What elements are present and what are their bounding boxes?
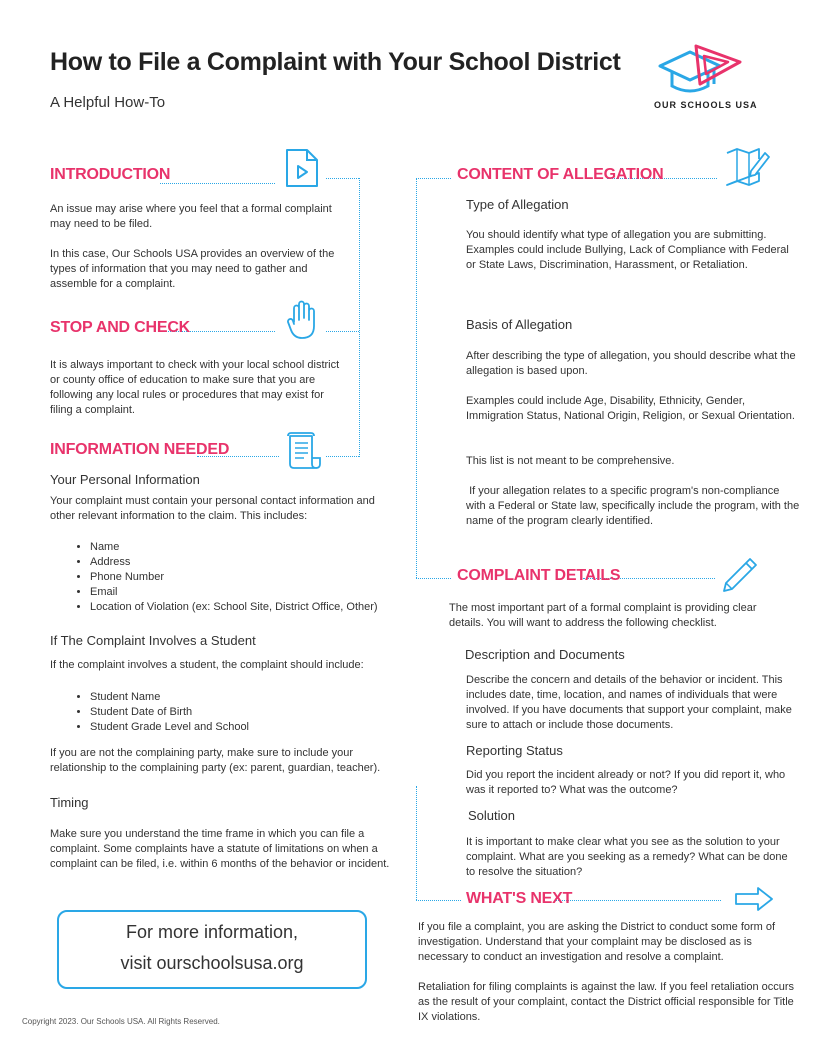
basis-paragraph: If your allegation relates to a specific program's non-compliance with a Federal or State law, specifically include the program, with the name of the program clearly identified. [466,485,803,527]
arrow-right-icon [734,886,774,912]
timing-paragraph: Make sure you understand the time frame in which you can file a complaint. Some complaints have a statute of limitations on when a complaint can be filed, i.e. within 6 months of the behavior or incident. [50,828,390,870]
list-item: • Student Grade Level and School [90,720,410,735]
details-intro-paragraph: The most important part of a formal complaint is providing clear details. You will want to address the following checklist. [449,602,757,629]
pencil-icon [720,555,760,595]
student-note-paragraph: If you are not the complaining party, make sure to include your relationship to the complaining party (ex: parent, guardian, teacher). [50,747,381,774]
subheading-reporting-status: Reporting Status [466,743,563,758]
divider [326,178,359,179]
more-info-box [57,910,367,989]
divider [416,578,451,579]
section-heading-content-of-allegation: CONTENT OF ALLEGATION [457,166,664,183]
personal-info-list [50,540,410,615]
divider [416,178,451,179]
list-item: • Name [90,540,410,555]
basis-paragraph: This list is not meant to be comprehensive. [466,455,675,467]
subheading-timing: Timing [50,795,89,810]
section-heading-introduction: INTRODUCTION [50,166,171,183]
copyright: Copyright 2023. Our Schools USA. All Rights Reserved. [22,1017,220,1026]
type-paragraph: You should identify what type of allegation you are submitting. Examples could include Bullying, Lack of Compliance with Federal or State Laws, Discrimination, Harassment, or Retaliation. [466,229,789,271]
description-paragraph: Describe the concern and details of the behavior or incident. This includes date, time, location, and names of individuals that were involved. If you have documents that support your complaint, make sure to attach or include those documents. [466,674,792,731]
intro-paragraph: An issue may arise where you feel that a formal complaint may need to be filed. [50,203,332,230]
list-item: • Student Name [90,690,410,705]
next-paragraph: If you file a complaint, you are asking the District to conduct some form of investigation. Understand that your complaint may be disclosed as is necessary to conduct an investigation and resolve a complaint. [418,921,776,963]
divider [416,900,461,901]
subheading-personal-info: Your Personal Information [50,472,200,487]
divider [326,331,359,332]
divider [555,900,721,901]
list-item: • Email [90,585,410,600]
section-heading-complaint-details: COMPLAINT DETAILS [457,567,621,584]
more-info-line: For more information, [125,922,299,942]
next-paragraph: Retaliation for filing complaints is against the law. If you feel retaliation occurs as the result of your complaint, contact the District official responsible for Title IX violations. [418,981,795,1023]
logo-text: OUR SCHOOLS USA [654,100,758,110]
map-pen-icon [725,145,771,187]
list-item: • Phone Number [90,570,410,585]
section-heading-stop-and-check: STOP AND CHECK [50,319,191,336]
basis-paragraph: After describing the type of allegation, you should describe what the allegation is based upon. [466,350,796,377]
section-heading-information-needed: INFORMATION NEEDED [50,441,230,458]
subheading-type-of-allegation: Type of Allegation [466,197,569,212]
list-item: • Address [90,555,410,570]
connector-line [416,786,417,900]
solution-paragraph: It is important to make clear what you see as the solution to your complaint. What are you seeking as a remedy? What can be done to resolve the situation? [466,836,788,878]
divider [326,456,359,457]
basis-paragraph: Examples could include Age, Disability, Ethnicity, Gender, Immigration Status, National Origin, Religion, or Sexual Orientation. [466,395,795,422]
list-item: • Location of Violation (ex: School Site, District Office, Other) [90,600,410,615]
intro-paragraph: In this case, Our Schools USA provides an overview of the types of information that you may need to gather and assemble for a complaint. [50,248,335,290]
list-item: • Student Date of Birth [90,705,410,720]
subheading-solution: Solution [468,808,515,823]
student-paragraph: If the complaint involves a student, the complaint should include: [50,659,364,671]
reporting-paragraph: Did you report the incident already or not? If you did report it, who was it reported to? What was the outcome? [466,769,786,796]
subheading-basis-of-allegation: Basis of Allegation [466,317,573,332]
subheading-description-and-documents: Description and Documents [465,647,625,662]
graduation-cap-logo-icon [656,40,748,98]
connector-line [416,178,417,578]
website-link[interactable]: visit ourschoolsusa.org [120,953,304,973]
page-subtitle: A Helpful How-To [50,94,166,111]
divider [160,183,275,184]
document-scroll-icon [286,432,322,470]
hand-stop-icon [285,300,319,340]
page-title: How to File a Complaint with Your School District [50,48,621,76]
stop-paragraph: It is always important to check with your local school district or county office of education to make sure that you are following any local rules or procedures that may exist for filing a complaint. [50,359,340,416]
video-file-icon [285,148,319,188]
subheading-student: If The Complaint Involves a Student [50,633,256,648]
connector-line [359,178,360,457]
personal-info-paragraph: Your complaint must contain your personal contact information and other relevant information to the claim. This includes: [50,495,375,522]
section-heading-whats-next: WHAT'S NEXT [466,890,573,907]
student-list [50,690,410,735]
